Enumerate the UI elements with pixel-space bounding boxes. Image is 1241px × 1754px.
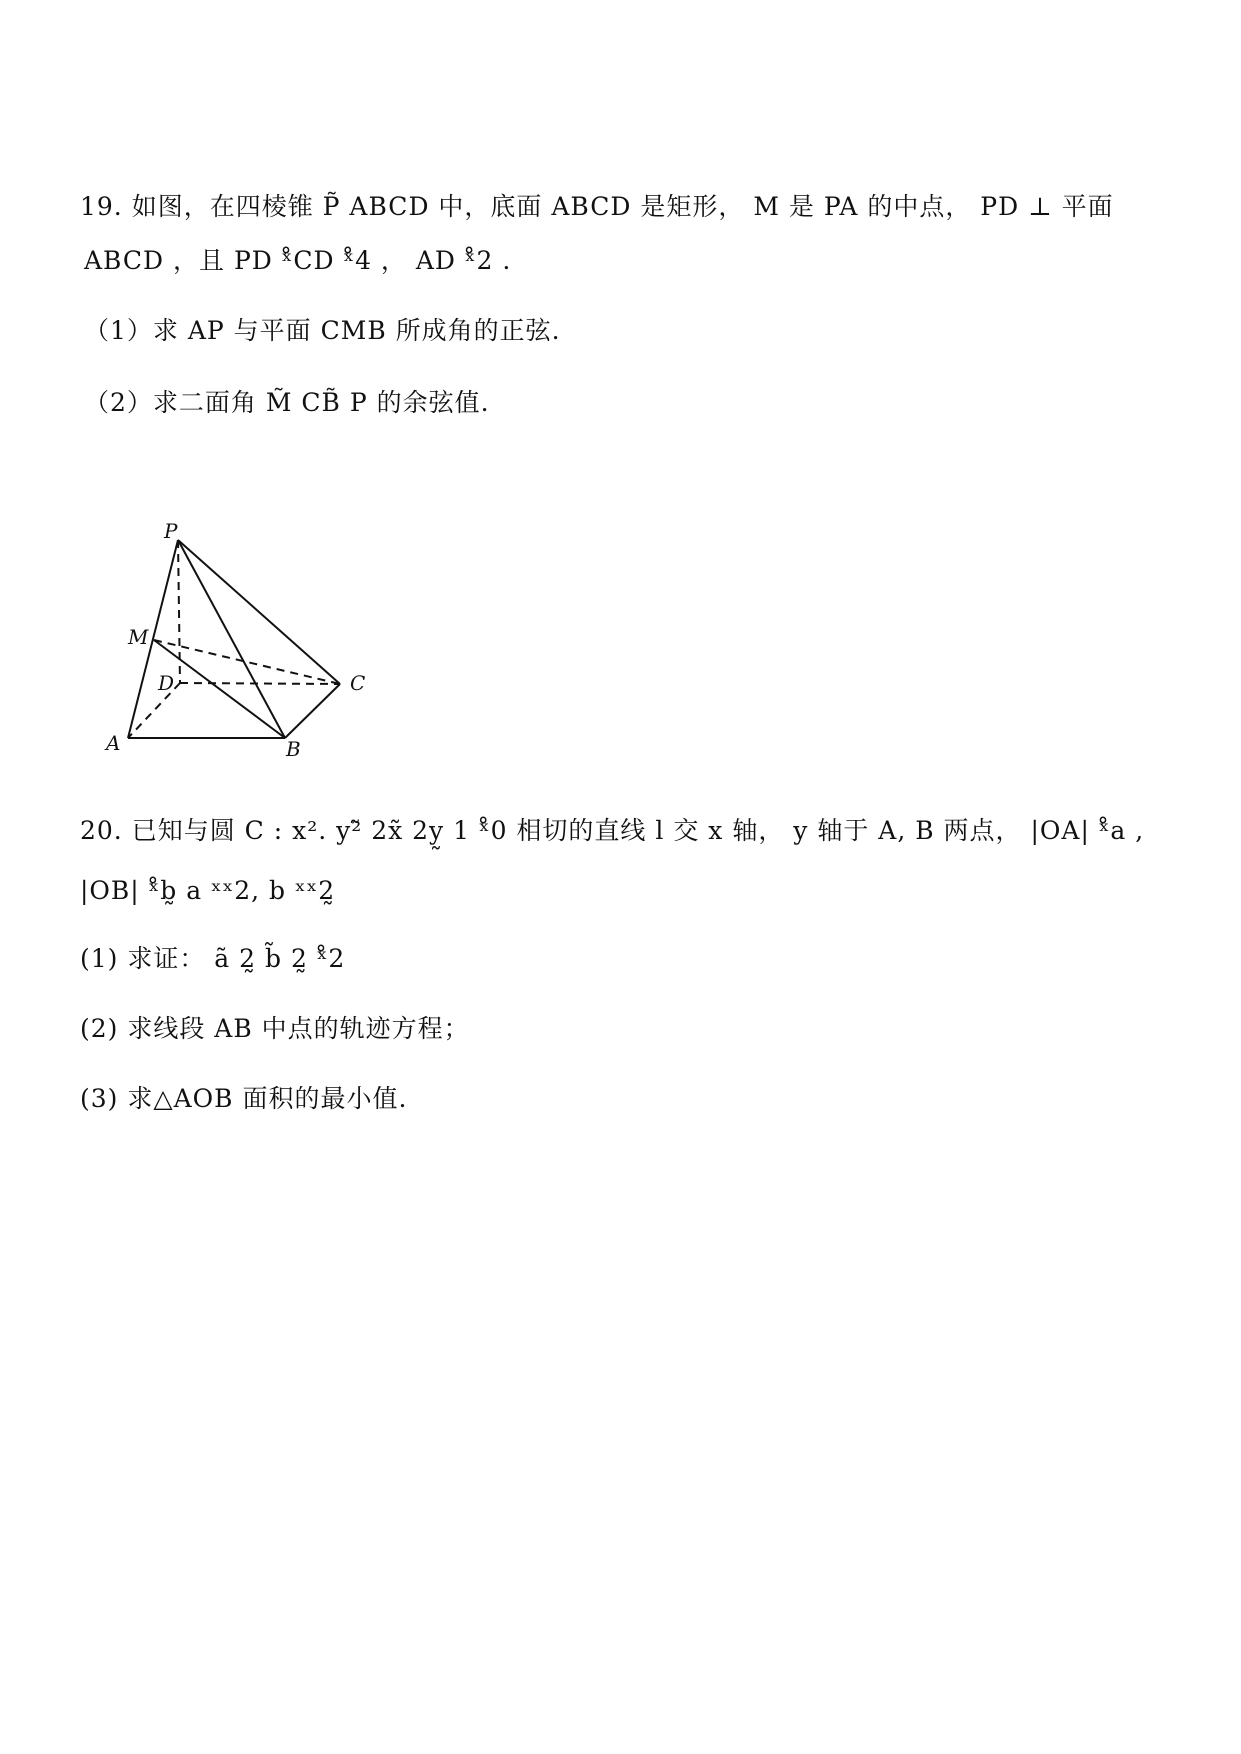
label-P: P [164,520,178,543]
edge-DC [180,683,340,684]
pyramid-figure [100,520,420,800]
label-C: C [350,671,366,695]
label-D: D [158,671,175,695]
q19-part1: （1）求 AP 与平面 CMB 所成角的正弦. [84,316,561,345]
q19-stem-line1: 19. 如图，在四棱锥 P̃ ABCD 中，底面 ABCD 是矩形， M 是 PA 的中点， PD ⊥ 平面 [80,192,1114,221]
q20-part3: (3) 求△AOB 面积的最小值. [80,1084,408,1113]
q19-part2: （2）求二面角 M̃ CB̃ P 的余弦值. [84,388,490,417]
label-B: B [286,737,301,761]
label-M: M [128,625,149,649]
edge-PC [178,540,340,684]
edge-PD [178,540,180,683]
q20-part2: (2) 求线段 AB 中点的轨迹方程； [80,1014,470,1043]
q20-stem-line1: 20. 已知与圆 C : x². y²̃ 2x̃ 2y̰ 1 ˣ̊0 相切的直线 l 交 x 轴， y 轴于 A, B 两点， |OA| ˣ̊a , [80,816,1145,845]
label-A: A [106,731,121,755]
edge-PB [178,540,285,738]
pyramid-diagram [100,520,420,800]
edge-BC [285,684,340,738]
q20-stem-line2: |OB| ˣ̊b̰ a ˣˣ2, b ˣˣ2̰ [80,876,336,905]
q20-part1: (1) 求证： ã 2̰ b̃ 2̰ ˣ̊2 [80,944,346,973]
q19-stem-line2: ABCD ，且 PD ˣ̊CD ˣ̊4 ， AD ˣ̊2 . [84,246,512,275]
